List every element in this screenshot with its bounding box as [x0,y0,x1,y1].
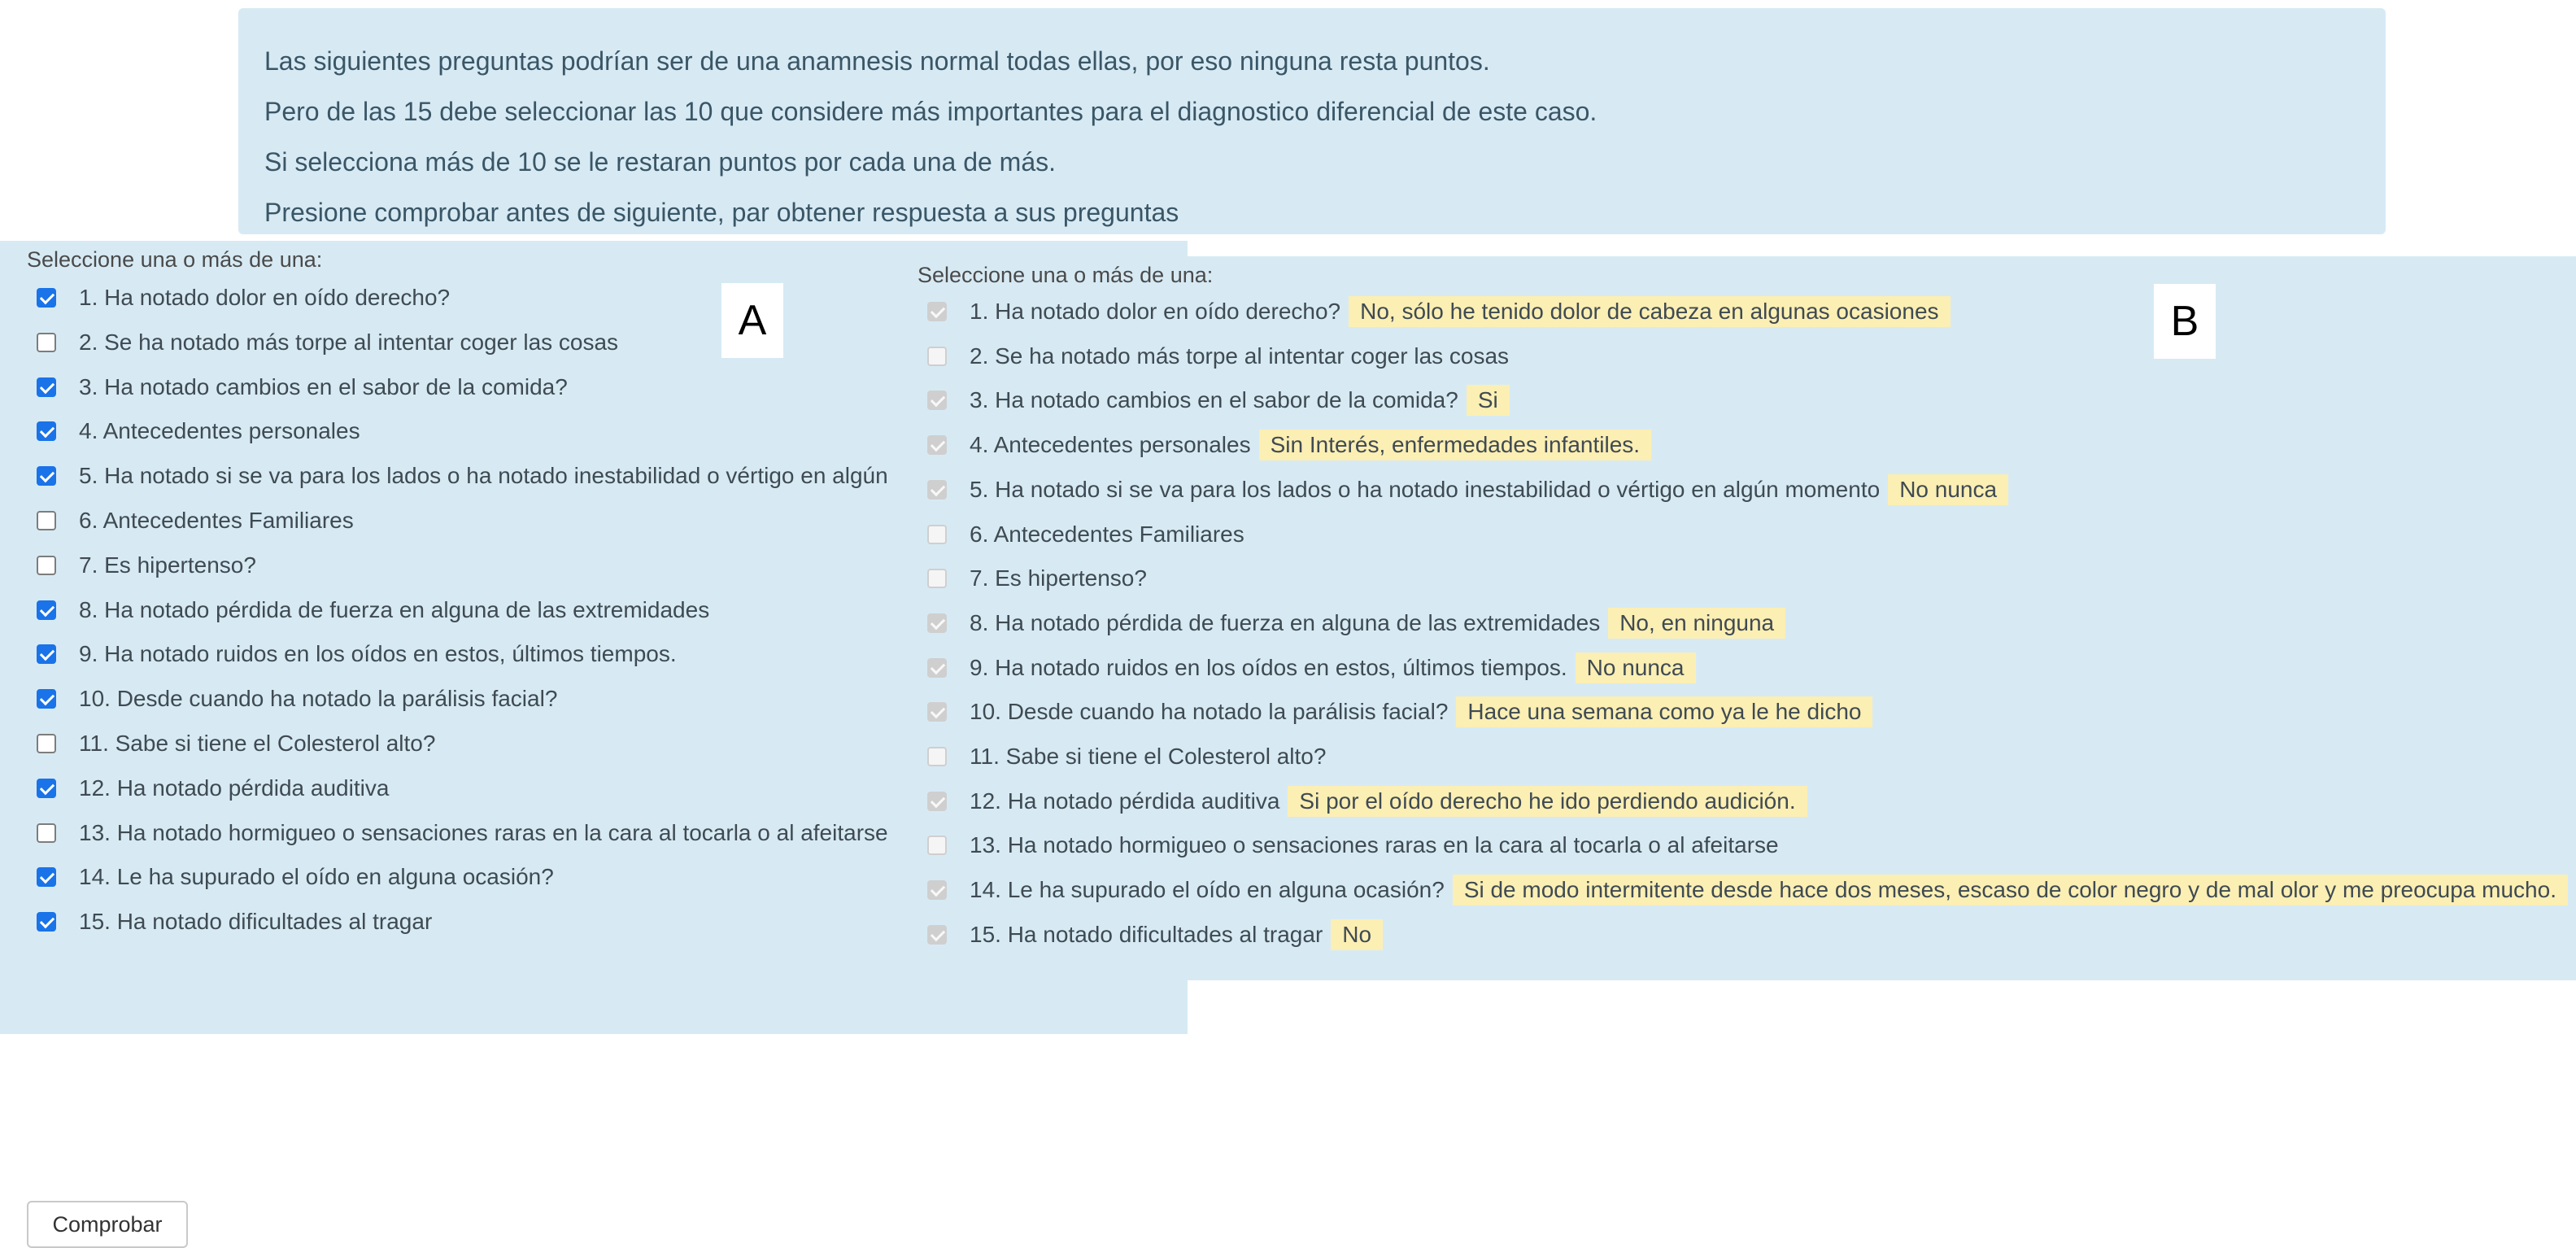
question-text: 15. Ha notado dificultades al tragar [79,909,433,935]
question-checkbox[interactable] [37,466,56,486]
question-text: 12. Ha notado pérdida auditiva [970,788,1280,814]
question-checkbox [927,792,947,811]
select-prompt: Seleccione una o más de una: [918,263,1214,287]
question-item[interactable] [37,415,360,447]
question-panel-b [903,256,2576,980]
question-item[interactable] [37,281,450,314]
answer-highlight: No, en ninguna [1608,608,1785,639]
question-text: 15. Ha notado dificultades al tragar [970,921,1323,947]
instruction-line: Pero de las 15 debe seleccionar las 10 que considere más importantes para el diagnostico diferencial de este caso. [264,97,1597,126]
answer-highlight: Si de modo intermitente desde hace dos meses, escaso de color negro y de mal olor y me preocupa mucho. [1453,875,2568,905]
question-text: 4. Antecedentes personales [970,432,1251,458]
question-checkbox[interactable] [37,511,56,530]
question-item [927,785,1807,818]
question-checkbox [927,880,947,900]
question-text: 2. Se ha notado más torpe al intentar coger las cosas [79,329,619,355]
question-item [927,473,2008,506]
question-item [927,429,1651,461]
question-text: 5. Ha notado si se va para los lados o ha notado inestabilidad o vértigo en algún momento [970,476,1881,502]
question-text: 7. Es hipertenso? [79,552,256,578]
question-checkbox [927,836,947,855]
question-item [927,562,1147,595]
question-item [927,874,2568,906]
question-item[interactable] [37,817,888,849]
question-item [927,740,1326,773]
question-checkbox [927,702,947,722]
question-checkbox [927,925,947,945]
question-item[interactable] [37,638,677,670]
question-text: 11. Sabe si tiene el Colesterol alto? [79,731,436,756]
question-checkbox [927,391,947,410]
question-checkbox [927,480,947,500]
question-checkbox[interactable] [37,377,56,397]
question-text: 9. Ha notado ruidos en los oídos en estos, últimos tiempos. [79,641,677,667]
question-text: 10. Desde cuando ha notado la parálisis facial? [970,699,1449,725]
instruction-line: Si selecciona más de 10 se le restaran puntos por cada una de más. [264,147,1057,177]
answer-highlight: No nunca [1576,652,1696,683]
question-text: 1. Ha notado dolor en oído derecho? [970,299,1341,324]
question-checkbox [927,658,947,678]
answer-highlight: Si [1467,385,1510,416]
question-item [927,607,1785,639]
answer-highlight: Hace una semana como ya le he dicho [1456,696,1872,727]
question-text: 7. Es hipertenso? [970,565,1147,591]
question-item[interactable] [37,727,435,760]
question-text: 8. Ha notado pérdida de fuerza en alguna de las extremidades [79,596,710,622]
question-item[interactable] [37,371,568,404]
answer-highlight: No [1331,919,1383,950]
panel-label-a: A [721,283,783,358]
check-button[interactable]: Comprobar [27,1201,188,1248]
question-text: 10. Desde cuando ha notado la parálisis facial? [79,686,558,712]
question-checkbox [927,569,947,588]
question-text: 13. Ha notado hormigueo o sensaciones raras en la cara al tocarla o al afeitarse [79,819,888,845]
question-checkbox[interactable] [37,600,56,620]
question-item[interactable] [37,772,389,805]
question-checkbox [927,347,947,366]
question-text: 3. Ha notado cambios en el sabor de la comida? [970,387,1458,413]
question-checkbox[interactable] [37,288,56,308]
question-checkbox[interactable] [37,734,56,753]
question-item [927,652,1696,684]
question-item[interactable] [37,861,554,893]
question-checkbox [927,747,947,766]
question-text: 13. Ha notado hormigueo o sensaciones raras en la cara al tocarla o al afeitarse [970,832,1779,858]
question-item [927,295,1951,328]
question-item [927,919,1383,951]
question-item[interactable] [37,594,709,626]
question-checkbox[interactable] [37,823,56,843]
question-checkbox[interactable] [37,779,56,798]
question-checkbox[interactable] [37,556,56,575]
question-text: 9. Ha notado ruidos en los oídos en estos, últimos tiempos. [970,654,1567,680]
question-text: 1. Ha notado dolor en oído derecho? [79,285,451,310]
question-item [927,340,1509,373]
answer-highlight: No, sólo he tenido dolor de cabeza en algunas ocasiones [1349,296,1950,327]
question-item[interactable] [37,460,888,492]
question-checkbox [927,435,947,455]
question-item[interactable] [37,326,618,359]
question-checkbox[interactable] [37,644,56,664]
question-checkbox[interactable] [37,867,56,887]
question-item [927,518,1244,551]
question-text: 5. Ha notado si se va para los lados o ha notado inestabilidad o vértigo en algún [79,463,888,489]
question-checkbox [927,302,947,321]
question-item[interactable] [37,504,354,537]
question-text: 4. Antecedentes personales [79,418,360,444]
instruction-line: Presione comprobar antes de siguiente, par obtener respuesta a sus preguntas [264,198,1179,227]
question-item [927,696,1872,728]
answer-highlight: Sin Interés, enfermedades infantiles. [1259,430,1651,460]
instructions-box [238,8,2386,234]
question-checkbox[interactable] [37,333,56,352]
question-text: 12. Ha notado pérdida auditiva [79,775,390,801]
question-text: 3. Ha notado cambios en el sabor de la comida? [79,373,568,399]
question-item[interactable] [37,683,557,715]
question-checkbox[interactable] [37,689,56,709]
question-text: 14. Le ha supurado el oído en alguna ocasión? [970,877,1445,903]
answer-highlight: Si por el oído derecho he ido perdiendo audición. [1288,786,1807,817]
question-item[interactable] [37,905,432,938]
question-checkbox[interactable] [37,912,56,932]
question-text: 6. Antecedentes Familiares [970,521,1244,547]
answer-highlight: No nunca [1888,474,2008,505]
question-text: 6. Antecedentes Familiares [79,508,354,533]
question-item[interactable] [37,549,256,582]
question-text: 2. Se ha notado más torpe al intentar coger las cosas [970,343,1510,369]
select-prompt: Seleccione una o más de una: [27,247,323,272]
question-checkbox [927,613,947,633]
question-checkbox[interactable] [37,421,56,441]
panel-label-b: B [2154,284,2216,359]
question-text: 14. Le ha supurado el oído en alguna ocasión? [79,864,554,890]
question-text: 11. Sabe si tiene el Colesterol alto? [970,744,1327,769]
instruction-line: Las siguientes preguntas podrían ser de una anamnesis normal todas ellas, por eso ninguna resta puntos. [264,46,1490,76]
question-item [927,829,1779,862]
question-checkbox [927,525,947,544]
question-item [927,384,1510,417]
question-text: 8. Ha notado pérdida de fuerza en alguna de las extremidades [970,609,1601,635]
